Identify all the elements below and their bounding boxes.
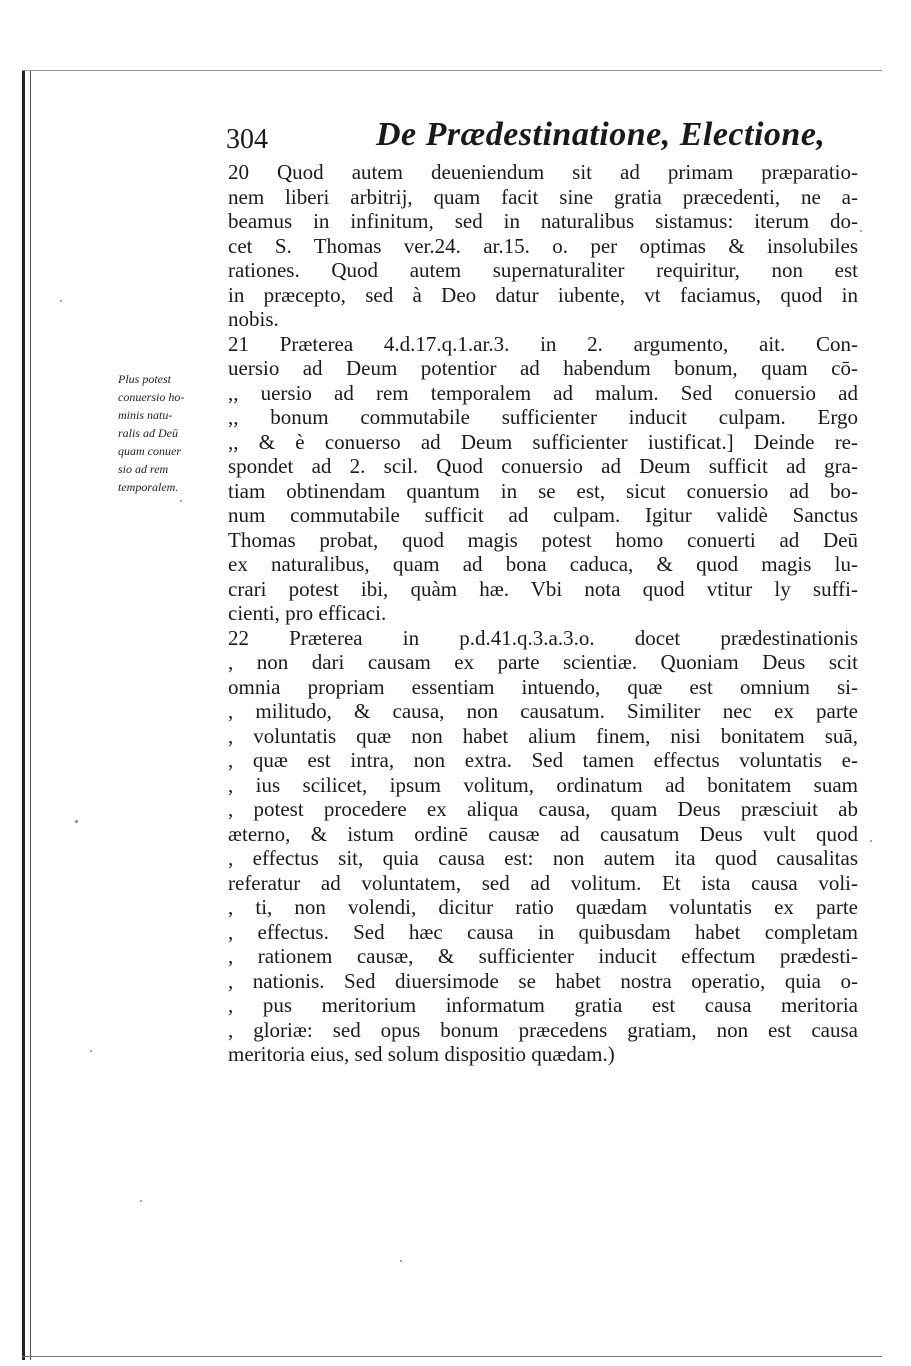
running-title: De Prædestinatione, Electione, (376, 116, 826, 153)
text-line: nem liberi arbitrij, quam facit sine gratia præcedenti, ne a- (228, 184, 858, 209)
text-line: referatur ad voluntatem, sed ad volitum. Et ista causa voli- (228, 870, 858, 895)
margin-note-line: conuersio ho- (118, 390, 185, 404)
text-line: , effectus. Sed hæc causa in quibusdam habet completam (228, 919, 858, 944)
scan-speck (400, 1260, 402, 1262)
scan-speck (90, 1050, 92, 1052)
body-text (228, 160, 858, 1067)
text-line: ,, bonum commutabile sufficienter inducit culpam. Ergo (228, 405, 858, 429)
scan-edge-left (22, 70, 25, 1360)
text-line: 20 Quod autem deueniendum sit ad primam præparatio- (228, 160, 858, 184)
text-line: spondet ad 2. scil. Quod conuersio ad Deum sufficit ad gra- (228, 454, 858, 478)
text-line: 22 Præterea in p.d.41.q.3.a.3.o. docet prædestinationis (228, 625, 858, 650)
text-line: beamus in infinitum, sed in naturalibus sistamus: iterum do- (228, 209, 858, 233)
text-line: , ius scilicet, ipsum volitum, ordinatum ad bonitatem suam (228, 772, 858, 797)
scan-speck (75, 820, 78, 823)
scan-edge-bottom (22, 1356, 882, 1357)
text-line: crari potest ibi, quàm hæ. Vbi nota quod vtitur ly suffi- (228, 576, 858, 601)
text-line: cienti, pro efficaci. (228, 601, 387, 625)
text-line: in præcepto, sed à Deo datur iubente, vt faciamus, quod in (228, 282, 858, 307)
margin-note-line: quam conuer (118, 444, 181, 458)
text-line: ,, uersio ad rem temporalem ad malum. Sed conuersio ad (228, 380, 858, 405)
text-line: , effectus sit, quia causa est: non autem ita quod causalitas (228, 846, 858, 870)
margin-note-line: sio ad rem (118, 462, 169, 476)
scan-speck (60, 300, 62, 302)
margin-note-line: temporalem. (118, 480, 179, 494)
text-line: , non dari causam ex parte scientiæ. Quoniam Deus scit (228, 650, 858, 674)
text-line: , militudo, & causa, non causatum. Similiter nec ex parte (228, 699, 858, 723)
text-line: ex naturalibus, quam ad bona caduca, & quod magis lu- (228, 552, 858, 576)
margin-note-line: Plus potest (118, 372, 171, 386)
margin-note-line: ralis ad Deū (118, 426, 178, 440)
text-line: , pus meritorium informatum gratia est causa meritoria (228, 993, 858, 1017)
text-line: , rationem causæ, & sufficienter inducit effectum prædesti- (228, 944, 858, 968)
page-number: 304 (226, 124, 268, 155)
text-line: rationes. Quod autem supernaturaliter requiritur, non est (228, 258, 858, 282)
scan-speck (870, 840, 872, 842)
scan-edge-left-inner (30, 70, 31, 1360)
text-line: , ti, non volendi, dicitur ratio quædam voluntatis ex parte (228, 895, 858, 919)
text-line: omnia propriam essentiam intuendo, quæ est omnium si- (228, 674, 858, 699)
text-line: , voluntatis quæ non habet alium finem, nisi bonitatem suā, (228, 723, 858, 748)
text-line: , potest procedere ex aliqua causa, quam Deus præsciuit ab (228, 797, 858, 821)
text-line: æterno, & istum ordinē causæ ad causatum Deus vult quod (228, 821, 858, 846)
margin-note-line: minis natu- (118, 408, 173, 422)
text-line: uersio ad Deum potentior ad habendum bonum, quam cō- (228, 356, 858, 380)
margin-note (118, 370, 228, 496)
text-line: , quæ est intra, non extra. Sed tamen effectus voluntatis e- (228, 748, 858, 772)
text-line: meritoria eius, sed solum dispositio quædam.) (228, 1042, 615, 1066)
text-line: num commutabile sufficit ad culpam. Igitur validè Sanctus (228, 503, 858, 527)
text-line: nobis. (228, 307, 279, 331)
scan-edge-top (22, 70, 882, 71)
text-line: 21 Præterea 4.d.17.q.1.ar.3. in 2. argumento, ait. Con- (228, 331, 858, 356)
text-line: tiam obtinendam quantum in se est, sicut conuersio ad bo- (228, 478, 858, 503)
text-line: , gloriæ: sed opus bonum præcedens gratiam, non est causa (228, 1017, 858, 1042)
scan-speck (860, 230, 862, 232)
text-line: ,, & è conuerso ad Deum sufficienter iustificat.] Deinde re- (228, 429, 858, 454)
scan-speck (140, 1200, 142, 1202)
running-head (226, 116, 866, 162)
scan-speck (180, 500, 182, 502)
text-line: Thomas probat, quod magis potest homo conuerti ad Deū (228, 527, 858, 552)
text-line: , nationis. Sed diuersimode se habet nostra operatio, quia o- (228, 968, 858, 993)
text-line: cet S. Thomas ver.24. ar.15. o. per optimas & insolubiles (228, 233, 858, 258)
